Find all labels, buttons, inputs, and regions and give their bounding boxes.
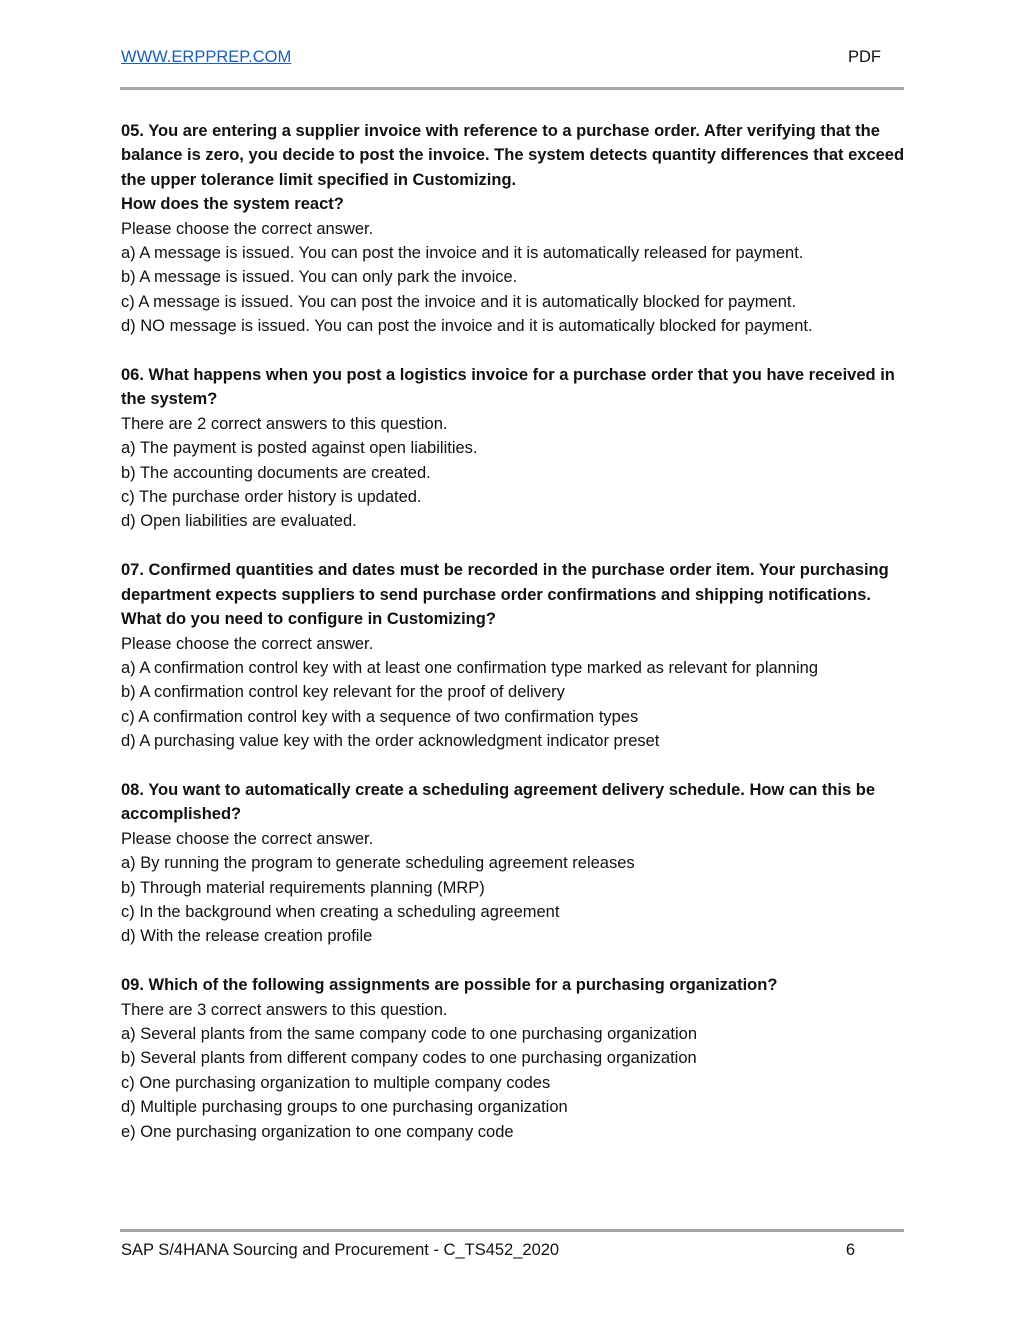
- answer-option-d: d) Open liabilities are evaluated.: [121, 512, 357, 531]
- question-06: [121, 363, 911, 534]
- answer-option-d: d) With the release creation profile: [121, 927, 373, 946]
- question-title: 07. Confirmed quantities and dates must be recorded in the purchase order item. Your purchasing department expects suppliers to send purchase order confirmations and shipping notifications.: [121, 561, 889, 604]
- answer-option-c: c) The purchase order history is updated.: [121, 488, 422, 507]
- question-title: 09. Which of the following assignments are possible for a purchasing organization?: [121, 976, 778, 995]
- answer-option-c: c) A confirmation control key with a sequence of two confirmation types: [121, 707, 639, 726]
- question-instruction: There are 3 correct answers to this question.: [121, 1000, 448, 1019]
- question-instruction: Please choose the correct answer.: [121, 829, 374, 848]
- question-title: 05. You are entering a supplier invoice with reference to a purchase order. After verifying that the balance is zero, you decide to post the invoice. The system detects quantity differences that exceed the upper tolerance limit specified in Customizing.: [121, 122, 905, 189]
- answer-option-d: d) NO message is issued. You can post the invoice and it is automatically blocked for payment.: [121, 317, 813, 336]
- answer-option-c: c) In the background when creating a scheduling agreement: [121, 902, 560, 921]
- answer-option-d: d) Multiple purchasing groups to one purchasing organization: [121, 1098, 568, 1117]
- question-instruction: Please choose the correct answer.: [121, 219, 374, 238]
- answer-option-a: a) Several plants from the same company code to one purchasing organization: [121, 1024, 697, 1043]
- answer-option-d: d) A purchasing value key with the order acknowledgment indicator preset: [121, 732, 660, 751]
- question-subtitle: What do you need to configure in Customizing?: [121, 610, 496, 629]
- site-link[interactable]: WWW.ERPPREP.COM: [121, 48, 292, 66]
- page-footer: [121, 1241, 861, 1265]
- question-subtitle: How does the system react?: [121, 195, 344, 214]
- question-instruction: Please choose the correct answer.: [121, 634, 374, 653]
- answer-option-a: a) A confirmation control key with at least one confirmation type marked as relevant for planning: [121, 658, 819, 677]
- answer-option-a: a) By running the program to generate scheduling agreement releases: [121, 854, 635, 873]
- answer-option-b: b) A confirmation control key relevant for the proof of delivery: [121, 683, 565, 702]
- answer-option-c: c) A message is issued. You can post the invoice and it is automatically blocked for payment.: [121, 292, 797, 311]
- question-07: [121, 558, 911, 753]
- page-number: 6: [845, 1241, 855, 1259]
- question-title: 08. You want to automatically create a scheduling agreement delivery schedule. How can this be accomplished?: [121, 780, 876, 824]
- question-08: [121, 778, 911, 949]
- page-header: [121, 48, 883, 72]
- header-divider: [120, 87, 904, 90]
- question-title: 06. What happens when you post a logistics invoice for a purchase order that you have received in the system?: [121, 366, 895, 409]
- answer-option-a: a) A message is issued. You can post the invoice and it is automatically released for payment.: [121, 244, 804, 263]
- answer-option-b: b) Through material requirements planning (MRP): [121, 878, 485, 897]
- question-05: [121, 119, 911, 339]
- answer-option-b: b) Several plants from different company codes to one purchasing organization: [121, 1049, 697, 1068]
- footer-divider: [120, 1229, 904, 1232]
- answer-option-e: e) One purchasing organization to one company code: [121, 1122, 514, 1141]
- answer-option-b: b) A message is issued. You can only park the invoice.: [121, 268, 518, 287]
- answer-option-c: c) One purchasing organization to multiple company codes: [121, 1073, 551, 1092]
- footer-title: SAP S/4HANA Sourcing and Procurement - C_TS452_2020: [121, 1241, 560, 1259]
- question-list: [121, 119, 911, 1168]
- pdf-label: PDF: [848, 48, 881, 66]
- answer-option-b: b) The accounting documents are created.: [121, 463, 431, 482]
- question-instruction: There are 2 correct answers to this question.: [121, 414, 448, 433]
- question-09: [121, 973, 911, 1144]
- answer-option-a: a) The payment is posted against open liabilities.: [121, 439, 478, 458]
